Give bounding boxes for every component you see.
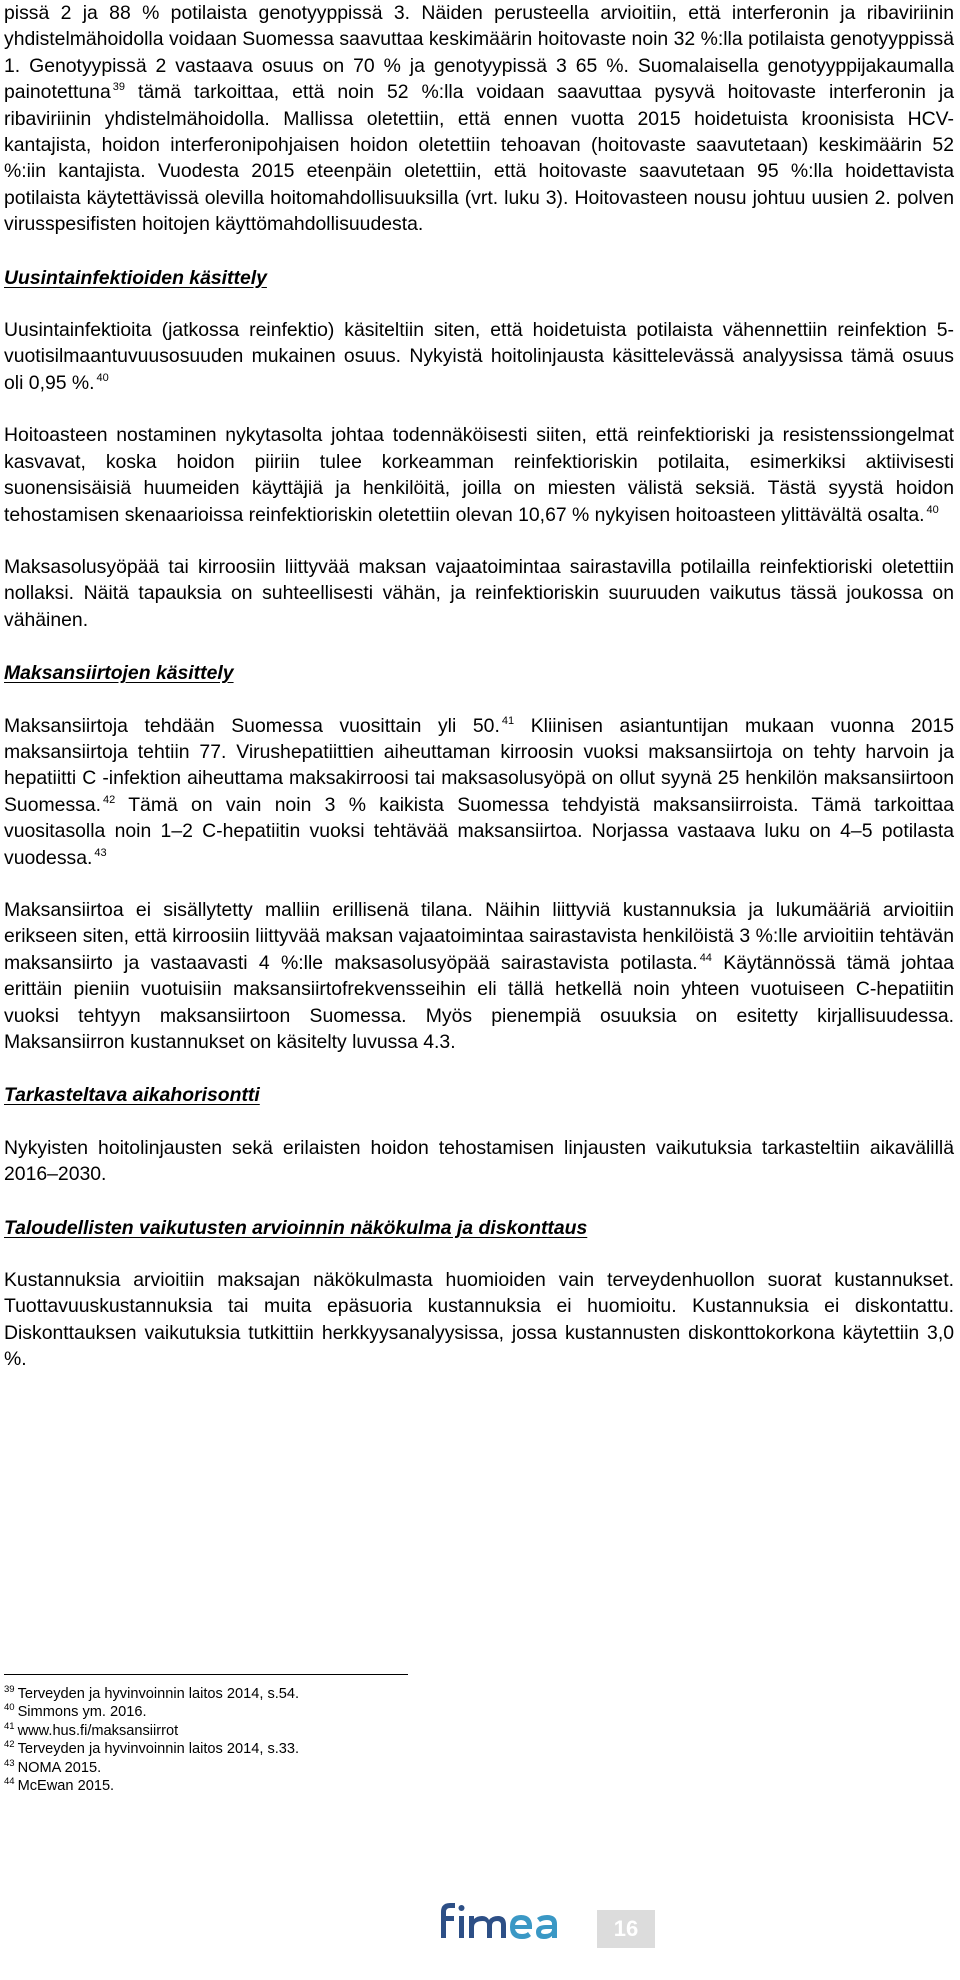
section-heading-time-horizon: Tarkasteltava aikahorisontti [4, 1084, 260, 1107]
footnote-text: Terveyden ja hyvinvoinnin laitos 2014, s.54. [17, 1686, 300, 1702]
footnote-ref[interactable]: 40 [926, 503, 939, 516]
text-segment: Hoitoasteen nostaminen nykytasolta johtaa todennäköisesti siiten, että reinfektioriski ja resistenssiongelmat kasvavat, koska hoidon piiriin tulee korkeamman reinfektioriskin potilaita, esimerkiksi aktiivisesti suonensisäisiä huumeiden käyttäjiä ja henkilöitä, joilla on miesten välistä seksiä. Tästä syystä hoidon tehostamisen skenaarioissa reinfektioriskin oletettiin olevan 10,67 % nykyisen hoitoasteen ylittävältä osalta. [4, 424, 954, 526]
footnote-text: NOMA 2015. [17, 1759, 102, 1776]
footnote-ref[interactable]: 43 [94, 846, 107, 859]
text-segment: Maksansiirtoja tehdään Suomessa vuosittain yli 50. [4, 714, 500, 737]
paragraph-time-horizon: Nykyisten hoitolinjausten sekä erilaisten hoidon tehostamisen linjausten vaikutuksia tarkasteltiin aikavälillä 2016–2030. [4, 1136, 954, 1186]
footnote-item [4, 1740, 504, 1758]
section-heading-transplants: Maksansiirtojen käsittely [4, 662, 234, 685]
footnote-ref[interactable]: 44 [699, 951, 712, 964]
footnote-divider [4, 1674, 408, 1675]
footnote-number: 39 [4, 1684, 15, 1695]
paragraph-discounting: Kustannuksia arvioitiin maksajan näkökulmasta huomioiden vain terveydenhuollon suorat kustannukset. Tuottavuuskustannuksia tai muita epäsuoria kustannuksia ei huomioitu. Kustannuksia ei diskontattu. Diskonttauksen vaikutuksia tutkittiin herkkyysanalyysissa, jossa kustannusten diskonttokorkona käytettiin 3,0 %. [4, 1269, 954, 1371]
paragraph-reinfection-method [4, 317, 954, 396]
paragraph-transplant-counts [4, 713, 954, 871]
footnote-ref[interactable]: 39 [112, 81, 125, 94]
page-number-badge: 16 [597, 1910, 655, 1948]
footnote-text: McEwan 2015. [17, 1778, 115, 1795]
paragraph-liver-cancer-risk: Maksasolusyöpää tai kirroosiin liittyvää maksan vajaatoimintaa sairastavilla potilailla reinfektioriski oletettiin nollaksi. Näitä tapauksia on suhteellisesti vähän, ja reinfektioriskin suuruuden vaikutus tässä joukossa on vähäinen. [4, 555, 954, 631]
footnote-number: 44 [4, 1776, 15, 1788]
footnote-ref[interactable]: 40 [96, 371, 109, 384]
text-segment: Uusintainfektioita (jatkossa reinfektio) käsiteltiin siten, että hoidetuista potilaista vähennettiin reinfektion 5-vuotisilmaantuvuusosuuden mukainen osuus. Nykyistä hoitolinjausta käsittelevässä analyysissa tämä osuus oli 0,95 %. [4, 319, 954, 394]
text-segment: Maksansiirtoa ei sisällytetty malliin erillisenä tilana. Näihin liittyviä kustannuksia ja lukumääriä arvioitiin erikseen siten, että kirroosiin liittyvää maksan vajaatoimintaa sairastavista henkilöistä 3 %:lle arvioitiin tehtävän maksansiirto ja vastaavasti 4 %:lle maksasolusyöpää sairastavista potilasta. [4, 898, 954, 974]
footnote-item [4, 1685, 504, 1703]
paragraph-response-rates [4, 0, 954, 238]
footnote-number: 40 [4, 1702, 15, 1714]
footnote-number: 43 [4, 1757, 15, 1769]
footnote-ref[interactable]: 41 [501, 714, 515, 727]
body-text [4, 0, 954, 1373]
footnote-text: Simmons ym. 2016. [17, 1704, 147, 1721]
fimea-logo-mark [441, 1903, 506, 1938]
fimea-logo [437, 1896, 560, 1944]
section-heading-perspective: Taloudellisten vaikutusten arvioinnin näkökulma ja diskonttaus [4, 1216, 588, 1239]
section-heading-reinfections: Uusintainfektioiden käsittely [4, 266, 267, 289]
footnote-item [4, 1722, 504, 1740]
text-segment: tämä tarkoittaa, että noin 52 %:lla voidaan saavuttaa pysyvä hoitovaste interferonin ja ribaviriinin yhdistelmähoidolla. Mallissa oletettiin, että ennen vuotta 2015 hoidetuista kroonisista HCV-kantajista, hoidon interferonipohjaisen hoidon oletettiin tehoavan (hoitovaste saavutetaan) keskimäärin 52 %:iin kantajista. Vuodesta 2015 eteenpäin oletettiin, että hoitovaste saavutetaan 95 %:lla hoidettavista potilaista käytettävissä olevilla hoitomahdollisuuksilla (vrt. luku 3). Hoitovasteen nousu johtuu uusien 2. polven virusspesifisten hoitojen käyttömahdollisuudesta. [4, 81, 954, 236]
footnote-item [4, 1759, 504, 1777]
text-segment: Tämä on vain noin 3 % kaikista Suomessa tehdyistä maksansiirroista. Tämä tarkoittaa vuositasolla noin 1–2 C-hepatiitin vuoksi tehtävää maksansiirtoa. Norjassa vastaava luku on 4–5 potilasta vuodessa. [4, 793, 954, 869]
footnotes [4, 1674, 504, 1795]
text-segment: Käytännössä tämä johtaa erittäin pieniin vuotuisiin maksansiirtofrekvensseihin eli tällä hetkellä noin yhteen vuotuiseen C-hepatiitin vuoksi tehtyyn maksansiirtoon Suomessa. Myös pienempiä osuuksia on esitetty kirjallisuudessa. Maksansiirron kustannukset on käsitelty luvussa 4.3. [4, 951, 954, 1053]
footnote-link[interactable]: www.hus.fi/maksansiirrot [17, 1722, 179, 1739]
footnote-number: 41 [4, 1720, 15, 1732]
text-segment: pissä 2 ja 88 % potilaista genotyyppissä 3. Näiden perusteella arvioitiin, että interferonin ja ribaviriinin yhdistelmähoidolla voidaan Suomessa saavuttaa keskimäärin hoitovaste noin 32 %:lla potilaista genotyyppissä 1. Genotyypissä 2 vastaava osuus on 70 % ja genotyypissä 3 65 %. Suomalaisella genotyyppijakaumalla painotettuna [4, 2, 954, 104]
footnote-item [4, 1703, 504, 1721]
paragraph-reinfection-risk [4, 422, 954, 528]
paragraph-transplant-model [4, 897, 954, 1055]
footnote-ref[interactable]: 42 [103, 793, 116, 806]
footnote-text: Terveyden ja hyvinvoinnin laitos 2014, s.33. [17, 1741, 300, 1758]
footnote-number: 42 [4, 1739, 15, 1751]
fimea-logo-accent [510, 1915, 557, 1939]
footnote-item [4, 1777, 504, 1795]
text-segment: Kliinisen asiantuntijan mukaan vuonna 2015 maksansiirtoja tehtiin 77. Virushepatiittien aiheuttaman kirroosin vuoksi maksansiirtoja on tehty harvoin ja hepatiitti C -infektion aiheuttama maksakirroosi tai maksasolusyöpä on ollut syynä 25 henkilön maksansiirtoon Suomessa. [4, 714, 954, 816]
